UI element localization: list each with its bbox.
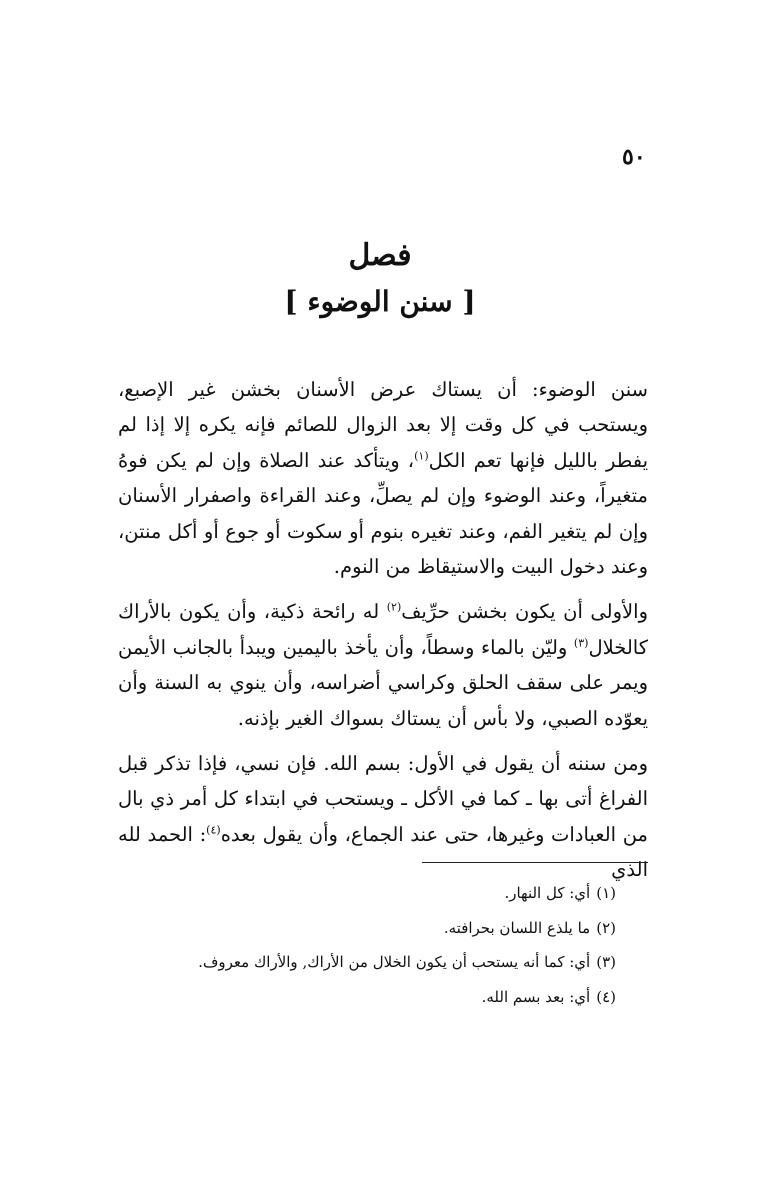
text-run: وليّن بالماء وسطاً، وأن يأخذ باليمين ويبدأ بالجانب الأيمن ويمر على سقف الحلق وكراسي أضراسه، وأن ينوي به السنة وأن يعوّده الصبي، ولا بأس أن يستاك بسواك الغير بإذنه. [118, 635, 648, 730]
paragraph [118, 594, 648, 736]
text-run: له رائحة ذكية، وأن يكون بالأراك كالخلال [118, 600, 648, 659]
text-run: والأولى أن يكون بخشن حرِّيف [401, 600, 648, 624]
footnote-text: أي: كما أنه يستحب أن يكون الخلال من الأراك, والأراك معروف. [198, 953, 591, 971]
section-title: فصل [348, 238, 412, 273]
footnote-divider [422, 862, 648, 863]
paragraph [118, 746, 648, 888]
footnote-item [110, 876, 616, 911]
text-run: سنن الوضوء: أن يستاك عرض الأسنان بخشن غير الإصبع، ويستحب في كل وقت إلا بعد الزوال للصائم فإنه يكره إلا إذا لم يفطر بالليل فإنها تعم الكل [118, 378, 648, 472]
page-number: ٥٠ [622, 144, 646, 170]
text-run: ، ويتأكد عند الصلاة وإن لم يكن فوهُ متغيراً، وعند الوضوء وإن لم يصلِّ، وعند القراءة واصفرار الأسنان وإن لم يتغير الفم، وعند تغيره بنوم أو سكوت أو جوع أو أكل منتن، وعند دخول البيت والاستيقاظ من النوم. [118, 448, 648, 579]
footnote-number: (٣) [596, 953, 616, 971]
footnote-item [110, 980, 616, 1015]
section-subtitle: [ سنن الوضوء ] [284, 285, 476, 318]
footnote-ref: (٢) [386, 600, 402, 614]
footnote-text: ما يلذع اللسان بحرافته. [443, 918, 591, 937]
text-run: : الحمد لله الذي [118, 822, 648, 882]
footnote-text: أي: كل النهار. [504, 884, 591, 902]
paragraph [118, 372, 648, 584]
text-run: ومن سننه أن يقول في الأول: بسم الله. فإن نسي، فإذا تذكر قبل الفراغ أتى بها ـ كما في الأكل ـ ويستحب في ابتداء كل أمر ذي بال من العبادات وغيرها، حتى عند الجماع، وأن يقول بعده [118, 752, 648, 846]
footnote-item [110, 945, 616, 980]
footnote-number: (١) [596, 884, 616, 902]
footnote-number: (٤) [596, 987, 616, 1006]
footnote-item [110, 911, 616, 946]
footnote-number: (٢) [596, 918, 616, 937]
footnote-ref: (١) [414, 449, 429, 463]
footnote-text: أي: بعد بسم الله. [481, 987, 591, 1006]
footnote-ref: (٣) [573, 636, 589, 650]
footnote-ref: (٤) [206, 823, 221, 837]
footnotes [110, 876, 616, 1014]
body-text [118, 372, 648, 898]
